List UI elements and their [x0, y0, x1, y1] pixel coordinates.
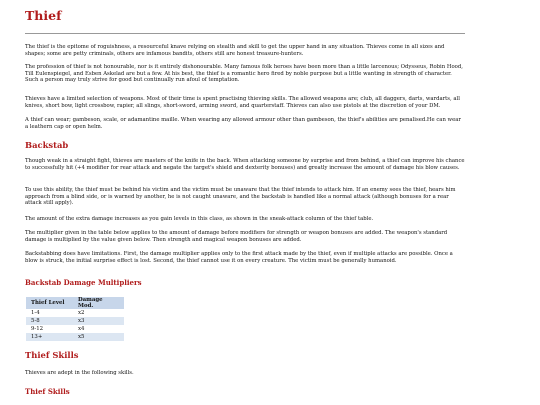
backstab-paragraph-4: The multiplier given in the table below applies to the amount of damage before modifiers for strength or weapon bonuses are added. The weapon's standard damage is multiplied by the value given below. Then strength and magical weapon bonuses are added. [25, 230, 448, 243]
table-cell: x2 [78, 310, 85, 316]
table-row [26, 317, 124, 325]
table-row [26, 309, 124, 317]
intro-paragraph-3: Thieves have a limited selection of weapons. Most of their time is spent practising thieving skills. The allowed weapons are; club, all daggers, darts, wardarts, all knives, short bow, light crossbow, rapier, all slings, short-sword, arming sword, and quarterstaff. Thieves can also use pistols at the discretion of your DM. [25, 96, 460, 109]
page-title: Thief [25, 8, 62, 23]
backstab-paragraph-2: To use this ability, the thief must be behind his victim and the victim must be unaware that the thief intends to attack him. If an enemy sees the thief, hears him approach from a blind side, or is warned by another, he is not caught unaware, and the backstab is handled like a normal attack (although bonuses for a rear attack still apply). [25, 187, 456, 207]
backstab-paragraph-3: The amount of the extra damage increases as you gain levels in this class, as shown in the sneak-attack column of the thief table. [25, 216, 374, 222]
table-cell: 9-12 [31, 326, 44, 332]
table-row [26, 333, 124, 341]
backstab-multiplier-table [26, 297, 124, 341]
table-cell: x5 [73, 333, 124, 341]
table-cell: x3 [73, 317, 124, 325]
thief-skills-heading: Thief Skills [25, 350, 79, 360]
column-header: Thief Level [26, 297, 73, 309]
backstab-heading: Backstab [25, 140, 69, 150]
title-divider [25, 33, 465, 34]
backstab-paragraph-5: Backstabbing does have limitations. First, the damage multiplier applies only to the first attack made by the thief, even if multiple attacks are possible. Once a blow is struck, the initial surprise effect is lost. Second, the thief cannot use it on every creature. The victim must be generally humanoid. [25, 251, 453, 264]
intro-paragraph-1: The thief is the epitome of roguishness, a resourceful knave relying on stealth and skill to get the upper hand in any situation. Thieves come in all sizes and shapes; some are petty criminals, others are infamous bandits, others still are honest treasure-hunters. [25, 44, 445, 57]
table-cell: 13+ [26, 333, 73, 341]
multipliers-heading: Backstab Damage Multipliers [25, 278, 142, 287]
table-row [26, 325, 124, 333]
thief-skills-subheading: Thief Skills [25, 387, 70, 396]
table-cell: x4 [78, 326, 85, 332]
column-header: Damage Mod. [73, 297, 124, 309]
thief-skills-text: Thieves are adept in the following skills. [25, 370, 134, 376]
table-header-row [26, 297, 124, 309]
backstab-paragraph-1: Though weak in a straight fight, thieves are masters of the knife in the back. When attacking someone by surprise and from behind, a thief can improve his chance to successfully hit (+4 modifier for rear attack and negate the target's shield and dexterity bonuses) and greatly increase the amount of damage his blow causes. [25, 158, 465, 171]
intro-paragraph-2: The profession of thief is not honourable, nor is it entirely dishonourable. Many famous folk heroes have been more than a little larcenous; Odysseus, Robin Hood, Till Eulenspiegel, and Esben Askelad are but a few. At his best, the thief is a romantic hero fired by noble purpose but a little wanting in strength of character. Such a person may truly strive for good but continually run afoul of temptation. [25, 64, 463, 84]
table-cell: 1-4 [31, 310, 40, 316]
table-cell: 5-8 [26, 317, 73, 325]
intro-paragraph-4: A thief can wear; gambeson, scale, or adamantine maille. When wearing any allowed armour other than gambeson, the thief's abilities are penalised.He can wear a leathern cap or open helm. [25, 117, 461, 130]
